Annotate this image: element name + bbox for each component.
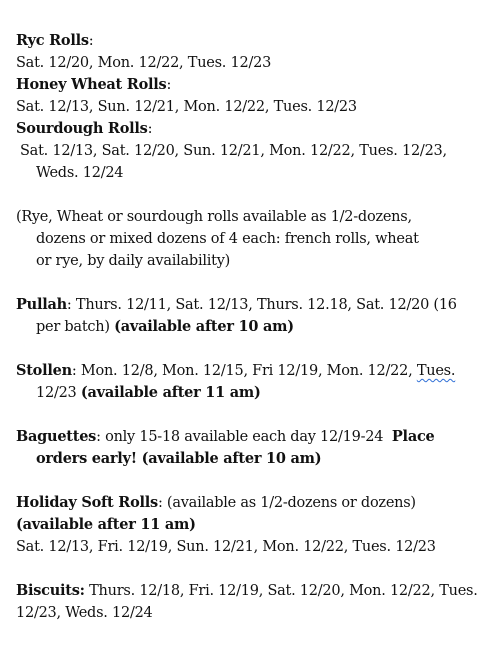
baguettes-text: : only 15-18 available each day 12/19-24 bbox=[96, 429, 384, 445]
sourdough-colon: : bbox=[147, 121, 153, 137]
holiday-soft-line1 bbox=[16, 492, 426, 514]
honey-wheat-colon: : bbox=[166, 77, 172, 93]
stollen-line1 bbox=[16, 360, 456, 382]
rolls-note-line1: (Rye, Wheat or sourdough rolls available as 1/2-dozens, bbox=[16, 209, 412, 225]
baguettes-line2 bbox=[16, 448, 426, 470]
spacer bbox=[16, 338, 426, 360]
biscuits-line2: 12/23, Weds. 12/24 bbox=[16, 605, 153, 621]
stollen-title: Stollen bbox=[16, 362, 72, 379]
pullah-availability: (available after 10 am) bbox=[114, 318, 294, 335]
spacer bbox=[16, 558, 426, 580]
stollen-dates: : Mon. 12/8, Mon. 12/15, Fri 12/19, Mon. 12/22, bbox=[71, 363, 413, 379]
spacer bbox=[16, 404, 426, 426]
holiday-soft-line2 bbox=[16, 514, 426, 536]
sourdough-dates-line1: Sat. 12/13, Sat. 12/20, Sun. 12/21, Mon. 12/22, Tues. 12/23, bbox=[20, 143, 447, 159]
rye-dates: Sat. 12/20, Mon. 12/22, Tues. 12/23 bbox=[16, 55, 272, 71]
spacer bbox=[16, 184, 426, 206]
pullah-line1 bbox=[16, 294, 457, 316]
biscuits-dates: Thurs. 12/18, Fri. 12/19, Sat. 12/20, Mon. 12/22, Tues. bbox=[89, 583, 478, 599]
baguettes-line1 bbox=[16, 426, 435, 448]
sourdough-heading bbox=[16, 118, 426, 140]
honey-wheat-heading bbox=[16, 74, 426, 96]
honey-wheat-dates: Sat. 12/13, Sun. 12/21, Mon. 12/22, Tues. 12/23 bbox=[16, 99, 357, 115]
baguettes-emphasis-1: Place bbox=[391, 428, 435, 445]
pullah-dates: : Thurs. 12/11, Sat. 12/13, Thurs. 12.18, Sat. 12/20 (16 bbox=[66, 297, 457, 313]
rolls-note-line3: or rye, by daily availability) bbox=[36, 253, 231, 269]
stollen-line2 bbox=[16, 382, 426, 404]
pullah-title: Pullah bbox=[16, 296, 67, 313]
holiday-soft-text: : (available as 1/2-dozens or dozens) bbox=[157, 495, 416, 511]
spacer bbox=[16, 470, 426, 492]
biscuits-line1 bbox=[16, 580, 478, 602]
baguettes-emphasis-2: orders early! (available after 10 am) bbox=[36, 450, 322, 467]
rye-title: Ryc Rolls bbox=[16, 32, 89, 49]
rye-colon: : bbox=[88, 33, 94, 49]
stollen-availability: (available after 11 am) bbox=[80, 384, 261, 401]
spacer bbox=[16, 272, 426, 294]
stollen-date-last: 12/23 bbox=[36, 385, 77, 401]
document-body bbox=[16, 30, 478, 624]
honey-wheat-title: Honey Wheat Rolls bbox=[16, 76, 167, 93]
pullah-line2 bbox=[16, 316, 426, 338]
sourdough-title: Sourdough Rolls bbox=[16, 120, 148, 137]
stollen-spellcheck-word[interactable]: Tues. bbox=[416, 363, 456, 379]
holiday-soft-availability: (available after 11 am) bbox=[16, 516, 196, 533]
pullah-batch: per batch) bbox=[36, 319, 110, 335]
baguettes-title: Baguettes bbox=[16, 428, 97, 445]
holiday-soft-dates: Sat. 12/13, Fri. 12/19, Sun. 12/21, Mon. 12/22, Tues. 12/23 bbox=[16, 539, 436, 555]
rolls-note-line2: dozens or mixed dozens of 4 each: french rolls, wheat bbox=[36, 231, 419, 247]
holiday-soft-title: Holiday Soft Rolls bbox=[16, 494, 158, 511]
biscuits-title: Biscuits: bbox=[16, 582, 85, 599]
sourdough-dates-line2: Weds. 12/24 bbox=[36, 165, 124, 181]
rye-heading bbox=[16, 30, 426, 52]
